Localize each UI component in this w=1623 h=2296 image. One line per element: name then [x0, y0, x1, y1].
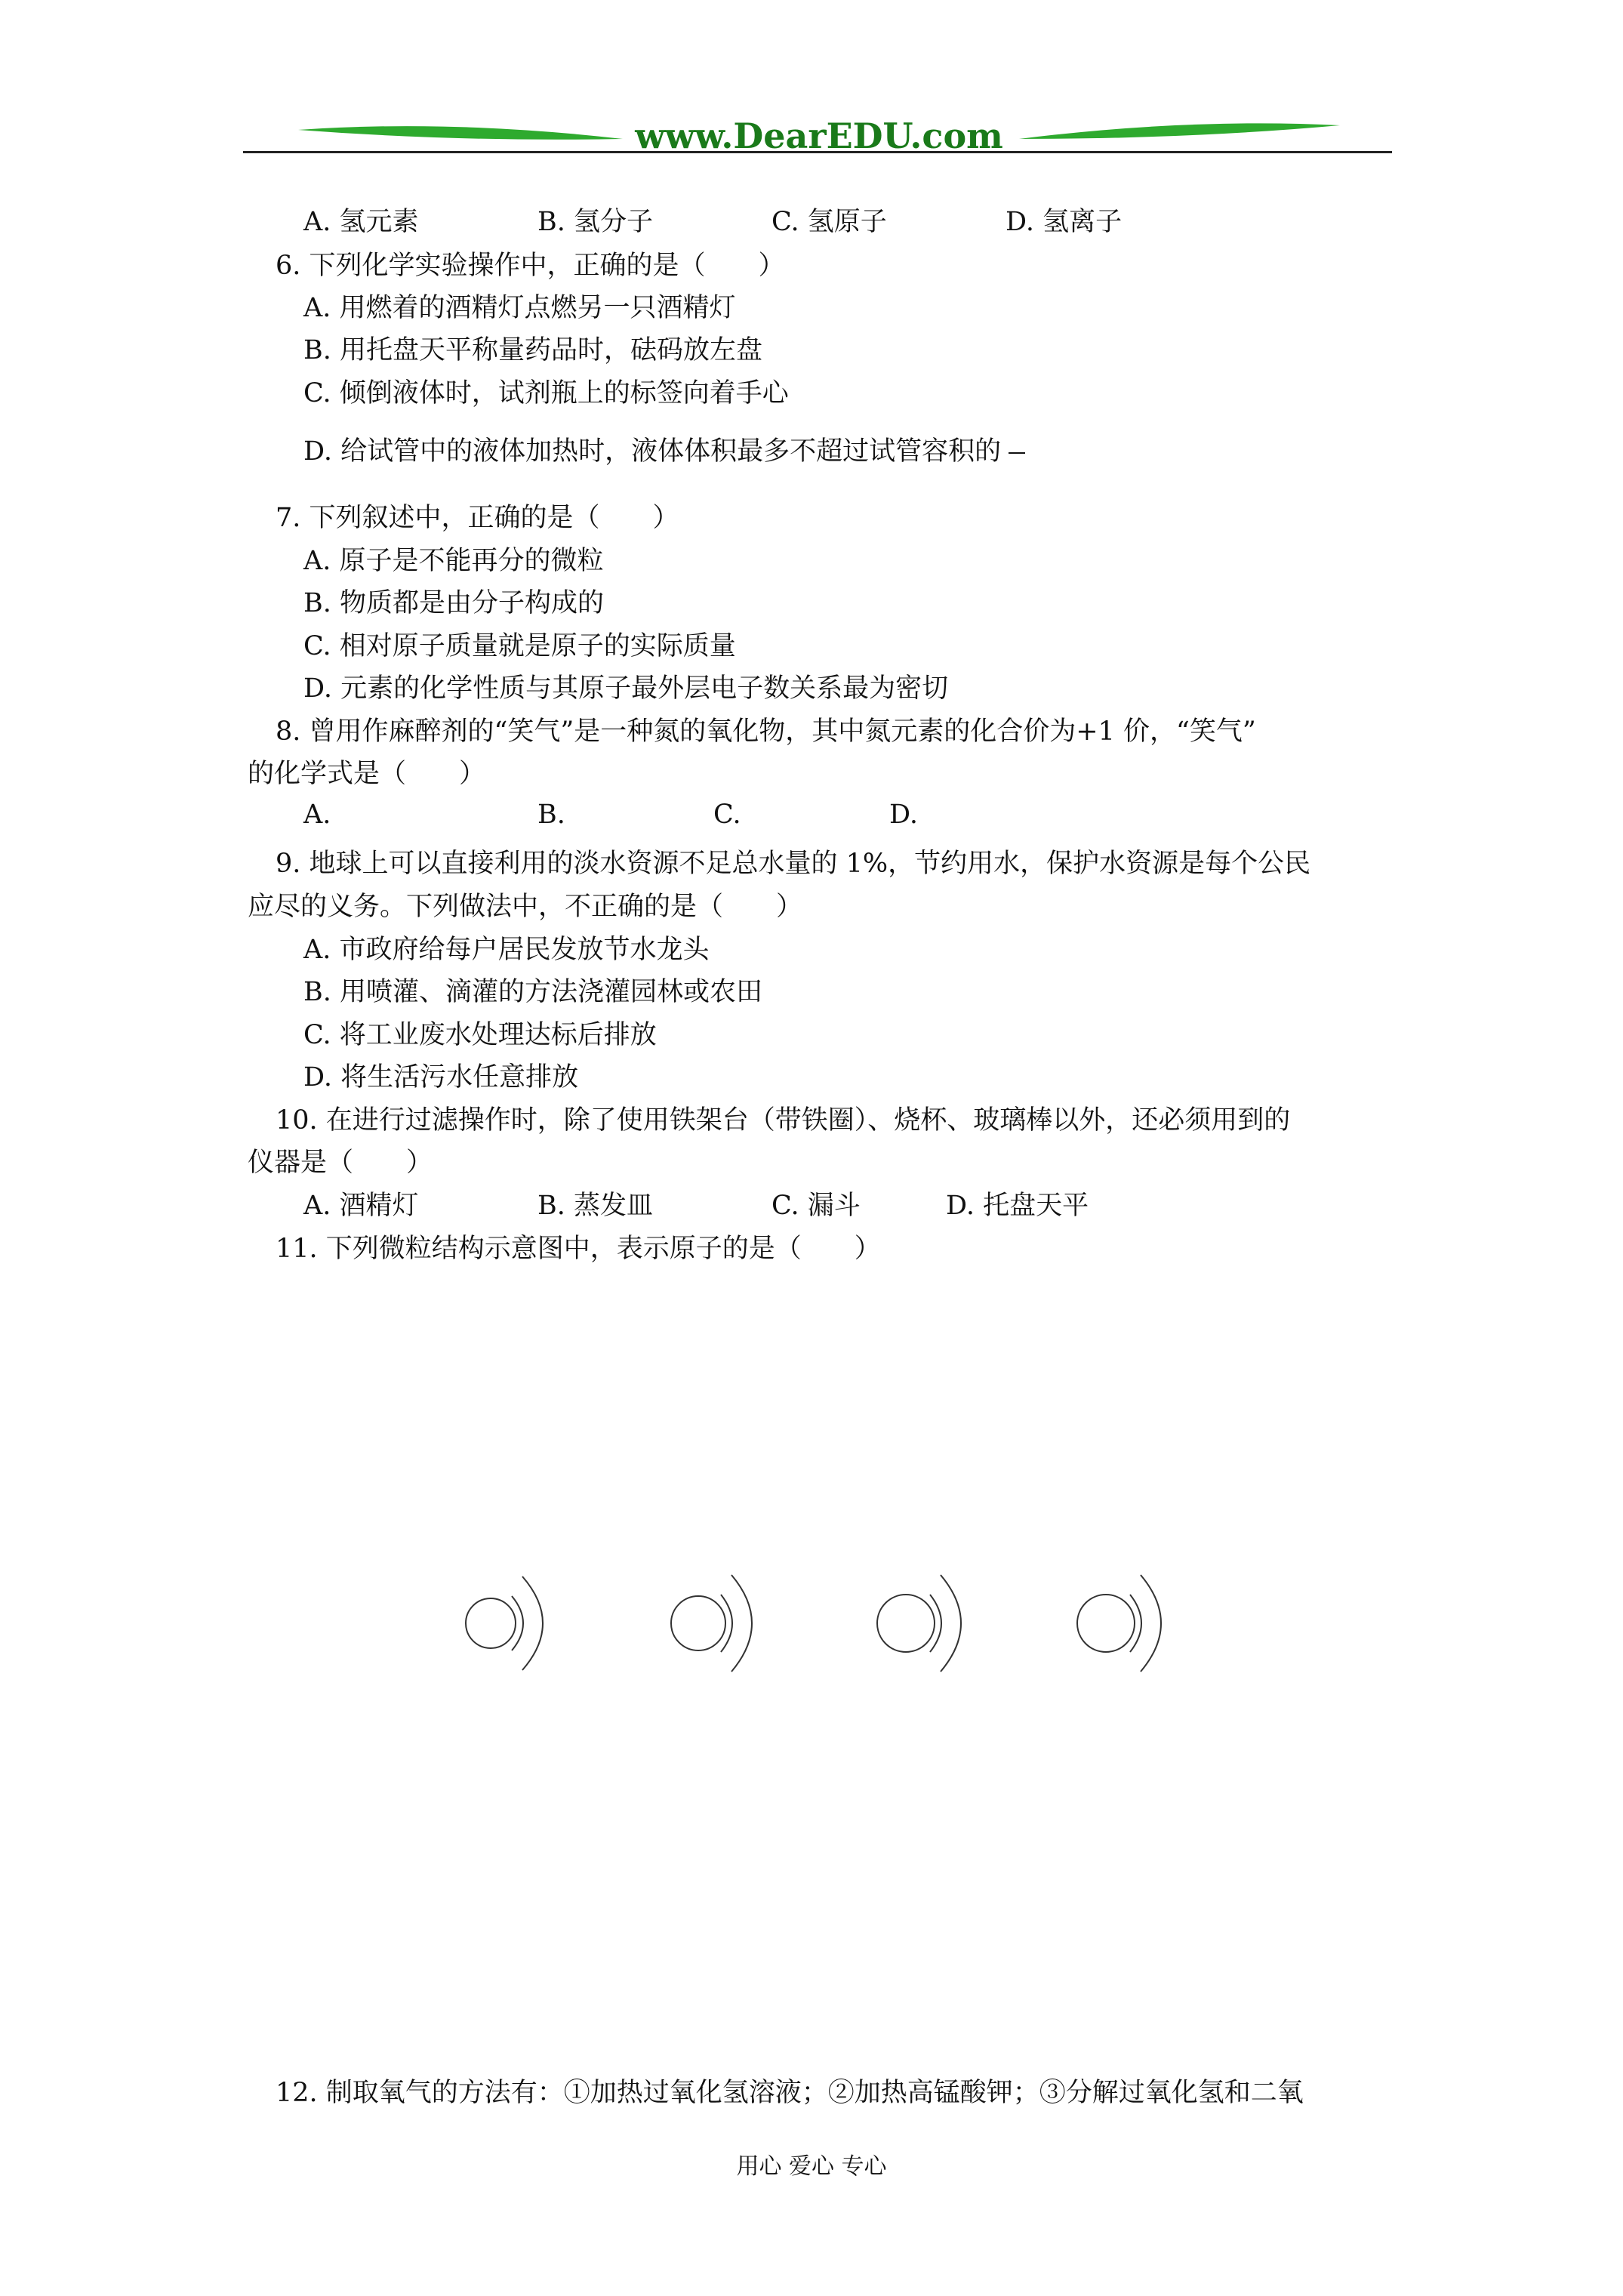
q8-option-c: C.: [713, 800, 741, 830]
q8-stem-line2: 的化学式是（ ）: [248, 759, 486, 789]
q10-option-b: B. 蒸发皿: [537, 1191, 653, 1221]
electron-shell-2: [941, 1575, 961, 1672]
q9-stem-line1: 9. 地球上可以直接利用的淡水资源不足总水量的 1%，节约用水，保护水资源是每个公民: [276, 849, 1311, 879]
q5-option-a: A. 氢元素: [303, 207, 419, 237]
page-footer: 用心 爱心 专心: [736, 2153, 887, 2180]
particle-diagram-b: [671, 1575, 752, 1672]
q6-option-b: B. 用托盘天平称量药品时，砝码放左盘: [303, 335, 762, 365]
q6-option-a: A. 用燃着的酒精灯点燃另一只酒精灯: [303, 293, 736, 323]
q8-option-d: D.: [889, 800, 918, 830]
logo-text: www.DearEDU.com: [635, 116, 1003, 156]
electron-shell-1: [1130, 1595, 1141, 1652]
q10-stem-line2: 仪器是（ ）: [248, 1148, 433, 1178]
q7-option-c: C. 相对原子质量就是原子的实际质量: [303, 631, 736, 661]
q7-option-a: A. 原子是不能再分的微粒: [303, 546, 604, 576]
nucleus-circle: [877, 1595, 935, 1652]
q12-stem: 12. 制取氧气的方法有：①加热过氧化氢溶液；②加热高锰酸钾；③分解过氧化氢和二氧: [276, 2078, 1304, 2108]
q9-option-d: D. 将生活污水任意排放: [303, 1062, 579, 1093]
q11-stem: 11. 下列微粒结构示意图中，表示原子的是（ ）: [276, 1234, 881, 1264]
logo-swoosh-left: [298, 126, 623, 140]
particle-diagrams: [438, 1548, 1238, 1699]
q5-option-c: C. 氢原子: [771, 207, 887, 237]
q6-option-d-text: D. 给试管中的液体加热时，液体体积最多不超过试管容积的: [303, 436, 1002, 467]
particle-diagram-a: [466, 1576, 543, 1670]
q10-stem-line1: 10. 在进行过滤操作时，除了使用铁架台（带铁圈）、烧杯、玻璃棒以外，还必须用到的: [276, 1105, 1291, 1136]
fraction-bar: [1009, 452, 1025, 454]
electron-shell-2: [731, 1575, 752, 1672]
q6-stem: 6. 下列化学实验操作中，正确的是（ ）: [276, 251, 785, 281]
particle-diagram-d: [1077, 1575, 1161, 1672]
q9-option-b: B. 用喷灌、滴灌的方法浇灌园林或农田: [303, 977, 762, 1007]
q9-option-c: C. 将工业废水处理达标后排放: [303, 1020, 657, 1050]
q10-option-c: C. 漏斗: [771, 1191, 861, 1221]
logo-swoosh-right: [1019, 123, 1340, 139]
q10-option-a: A. 酒精灯: [303, 1191, 419, 1221]
q7-option-b: B. 物质都是由分子构成的: [303, 588, 604, 618]
electron-shell-1: [930, 1595, 941, 1652]
q6-option-d: [303, 435, 1025, 468]
electron-shell-1: [512, 1596, 523, 1650]
q8-stem-line1: 8. 曾用作麻醉剂的“笑气”是一种氮的氧化物，其中氮元素的化合价为+1 价，“笑气”: [276, 717, 1256, 747]
q8-option-a: A.: [303, 800, 331, 830]
electron-shell-2: [1141, 1575, 1161, 1672]
nucleus-circle: [671, 1596, 725, 1650]
q7-option-d: D. 元素的化学性质与其原子最外层电子数关系最为密切: [303, 673, 949, 704]
electron-shell-2: [522, 1576, 543, 1670]
nucleus-circle: [466, 1598, 516, 1648]
q5-option-b: B. 氢分子: [537, 207, 653, 237]
q5-option-d: D. 氢离子: [1006, 207, 1123, 237]
q7-stem: 7. 下列叙述中，正确的是（ ）: [276, 503, 679, 533]
q6-option-c: C. 倾倒液体时，试剂瓶上的标签向着手心: [303, 378, 789, 408]
q9-stem-line2: 应尽的义务。下列做法中，不正确的是（ ）: [248, 892, 803, 922]
nucleus-circle: [1077, 1595, 1135, 1652]
q9-option-a: A. 市政府给每户居民发放节水龙头: [303, 935, 710, 965]
header-rule: [243, 151, 1392, 153]
q10-option-d: D. 托盘天平: [946, 1191, 1089, 1221]
header-logo: [298, 112, 1340, 157]
q8-option-b: B.: [537, 800, 565, 830]
particle-diagram-c: [877, 1575, 961, 1672]
electron-shell-1: [721, 1595, 732, 1652]
